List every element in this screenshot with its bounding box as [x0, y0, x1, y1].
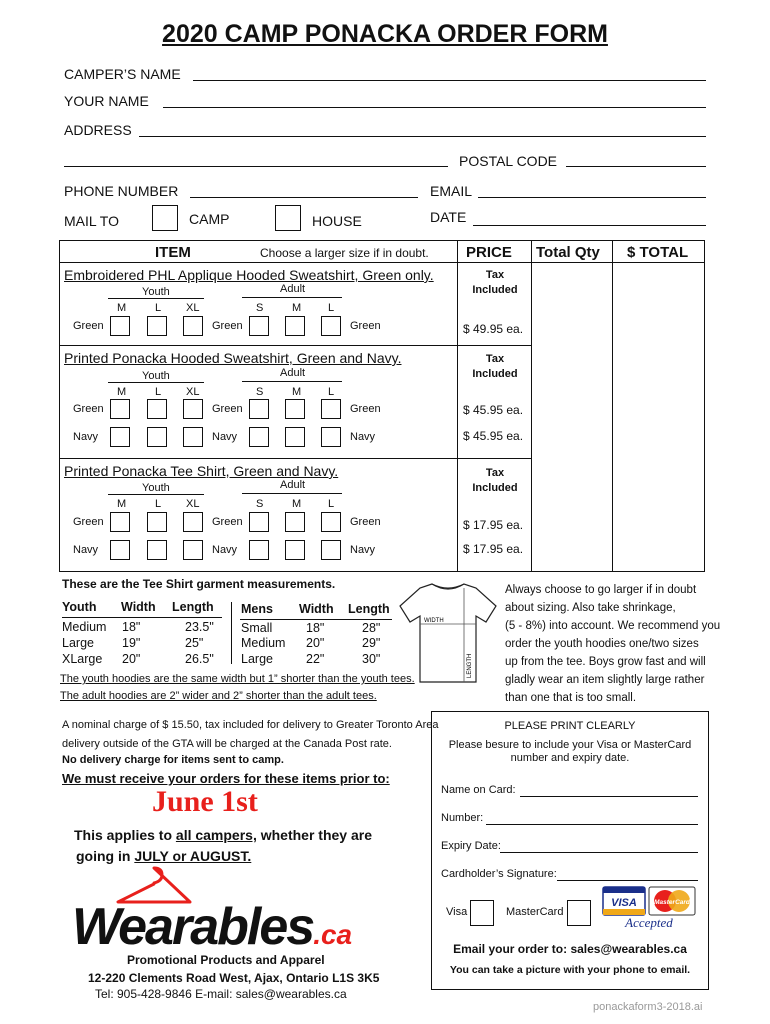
size-s: S — [256, 302, 264, 314]
col-divider-price — [531, 240, 532, 572]
applies-line-2 — [76, 848, 251, 864]
size-m: M — [117, 302, 127, 314]
file-name: ponackaform3-2018.ai — [593, 1001, 703, 1013]
width-label: WIDTH — [424, 618, 444, 624]
receive-orders: We must receive your orders for these items prior to: — [62, 771, 390, 786]
header-price: PRICE — [466, 244, 512, 261]
your-name-field[interactable] — [163, 107, 706, 108]
qty-box[interactable] — [285, 427, 305, 447]
mens-head-rule — [240, 619, 392, 620]
qty-box[interactable] — [110, 399, 130, 419]
advice-line: than one that is too small. — [505, 692, 637, 704]
accepted-text: Accepted — [625, 915, 673, 930]
navy-label: Navy — [73, 544, 99, 556]
item-2-price-navy: $ 45.95 ea. — [463, 429, 524, 443]
qty-box[interactable] — [147, 512, 167, 532]
row-divider-1 — [59, 345, 532, 346]
item-3-youth-label: Youth — [142, 482, 170, 494]
qty-box[interactable] — [285, 316, 305, 336]
postal-code-label: POSTAL CODE — [459, 153, 558, 169]
measurements-heading: These are the Tee Shirt garment measurements. — [62, 577, 336, 591]
brand-suffix: .ca — [313, 919, 353, 950]
green-label: Green — [212, 516, 243, 528]
green-label: Green — [73, 320, 104, 332]
your-name-label: YOUR NAME — [64, 93, 149, 109]
table-cell: 23.5" — [185, 620, 214, 634]
length-label: LENGTH — [467, 653, 473, 678]
table-cell: 18" — [122, 620, 141, 634]
visa-logo-text: VISA — [611, 897, 637, 909]
name-on-card-label: Name on Card: — [441, 784, 516, 796]
signature-field[interactable] — [557, 880, 698, 881]
visa-checkbox[interactable] — [470, 900, 494, 926]
size-m: M — [292, 386, 302, 398]
tax-label: Tax — [485, 467, 505, 479]
applies-text: going in — [76, 848, 135, 864]
name-on-card-field[interactable] — [520, 796, 698, 797]
size-xl: XL — [186, 498, 200, 510]
navy-label: Navy — [212, 544, 238, 556]
qty-box[interactable] — [321, 427, 341, 447]
tee-shirt-diagram — [396, 578, 500, 690]
house-checkbox[interactable] — [275, 205, 301, 231]
email-label: EMAIL — [430, 183, 473, 199]
advice-line: (5 - 8%) into account. We recommend you — [505, 620, 721, 632]
item-3-price-green: $ 17.95 ea. — [463, 518, 524, 532]
size-xl: XL — [186, 386, 200, 398]
qty-box[interactable] — [183, 316, 203, 336]
size-m: M — [117, 386, 127, 398]
size-xl: XL — [186, 302, 200, 314]
mastercard-logo-text: MasterCard — [654, 899, 690, 906]
card-number-field[interactable] — [486, 824, 698, 825]
green-label: Green — [212, 403, 243, 415]
header-total: $ TOTAL — [627, 244, 689, 261]
navy-label: Navy — [212, 431, 238, 443]
card-number-label: Number: — [441, 812, 484, 824]
applies-text: This applies to — [74, 827, 176, 843]
navy-label: Navy — [350, 544, 376, 556]
item-1-youth-label: Youth — [142, 286, 170, 298]
table-cell: 26.5" — [185, 652, 214, 666]
col-divider-qty — [612, 240, 613, 572]
item-3-adult-rule — [242, 493, 342, 494]
youth-head-rule — [62, 617, 222, 618]
table-header-divider — [59, 262, 705, 263]
size-l: L — [155, 302, 162, 314]
qty-box[interactable] — [183, 540, 203, 560]
size-s: S — [256, 498, 264, 510]
size-m: M — [292, 498, 302, 510]
table-cell: 29" — [362, 636, 381, 650]
advice-line: about sizing. Also take shrinkage, — [505, 602, 676, 614]
qty-box[interactable] — [249, 512, 269, 532]
company-address: 12-220 Clements Road West, Ajax, Ontario L1S 3K5 — [88, 971, 380, 985]
camp-checkbox[interactable] — [152, 205, 178, 231]
mens-col-size: Mens — [241, 602, 273, 616]
advice-line: Always choose to go larger if in doubt — [505, 584, 697, 596]
email-field[interactable] — [478, 197, 706, 198]
size-m: M — [117, 498, 127, 510]
delivery-line-2: delivery outside of the GTA will be charged at the Canada Post rate. — [62, 738, 392, 750]
table-cell: 28" — [362, 621, 381, 635]
green-label: Green — [350, 403, 381, 415]
size-l: L — [155, 498, 162, 510]
mens-col-length: Length — [348, 602, 390, 616]
header-choose: Choose a larger size if in doubt. — [260, 246, 429, 260]
company-contact: Tel: 905-428-9846 E-mail: sales@wearables.ca — [95, 987, 347, 1001]
delivery-line-3: No delivery charge for items sent to camp. — [62, 754, 284, 766]
youth-col-width: Width — [121, 600, 156, 614]
table-cell: 22" — [306, 652, 325, 666]
col-divider-item — [457, 240, 458, 572]
item-1-youth-rule — [108, 298, 204, 299]
qty-box[interactable] — [249, 540, 269, 560]
youth-col-size: Youth — [62, 600, 97, 614]
mail-to-label: MAIL TO — [64, 213, 119, 229]
mens-col-width: Width — [299, 602, 334, 616]
green-label: Green — [350, 320, 381, 332]
item-1-adult-rule — [242, 297, 342, 298]
advice-line: order the youth hoodies one/two sizes — [505, 638, 699, 650]
navy-label: Navy — [350, 431, 376, 443]
measure-divider — [231, 602, 232, 664]
applies-emphasis: JULY or AUGUST. — [134, 848, 252, 864]
qty-box[interactable] — [110, 512, 130, 532]
table-cell: 20" — [122, 652, 141, 666]
phone-field[interactable] — [190, 197, 418, 198]
item-2-tax — [460, 352, 530, 382]
table-cell: Medium — [241, 636, 286, 650]
date-label: DATE — [430, 209, 467, 225]
size-s: S — [256, 386, 264, 398]
qty-box[interactable] — [183, 427, 203, 447]
deadline-date: June 1st — [152, 785, 258, 818]
item-3-youth-rule — [108, 494, 204, 495]
qty-box[interactable] — [110, 316, 130, 336]
sizing-advice — [505, 581, 720, 707]
advice-line: gladly wear an item slightly large rather — [505, 674, 705, 686]
include-line-1: Please besure to include your Visa or MasterCard — [448, 739, 692, 751]
address-line-2-field[interactable] — [64, 166, 448, 167]
qty-box[interactable] — [285, 399, 305, 419]
item-3-name: Printed Ponacka Tee Shirt, Green and Navy. — [64, 463, 339, 479]
item-2-youth-rule — [108, 382, 204, 383]
qty-box[interactable] — [321, 540, 341, 560]
qty-box[interactable] — [249, 399, 269, 419]
email-order: Email your order to: sales@wearables.ca — [453, 942, 687, 956]
qty-box[interactable] — [147, 427, 167, 447]
size-l: L — [328, 386, 335, 398]
item-2-adult-rule — [242, 381, 342, 382]
signature-label: Cardholder’s Signature: — [441, 868, 557, 880]
take-picture: You can take a picture with your phone to email. — [449, 964, 691, 976]
size-l: L — [328, 302, 335, 314]
size-l: L — [328, 498, 335, 510]
advice-line: up from the tee. Boys grow fast and will — [505, 656, 706, 668]
qty-box[interactable] — [147, 399, 167, 419]
item-3-price-navy: $ 17.95 ea. — [463, 542, 524, 556]
table-cell: 19" — [122, 636, 141, 650]
youth-col-length: Length — [172, 600, 214, 614]
item-3-adult-label: Adult — [280, 479, 306, 491]
included-label: Included — [472, 284, 518, 296]
campers-name-field[interactable] — [193, 80, 706, 81]
item-2-youth-label: Youth — [142, 370, 170, 382]
qty-box[interactable] — [183, 399, 203, 419]
table-cell: 30" — [362, 652, 381, 666]
qty-box[interactable] — [321, 512, 341, 532]
visa-label: Visa — [446, 906, 468, 918]
table-cell: 25" — [185, 636, 204, 650]
tax-label: Tax — [485, 269, 505, 281]
qty-box[interactable] — [249, 316, 269, 336]
print-clearly: PLEASE PRINT CLEARLY — [504, 720, 636, 732]
item-1-name: Embroidered PHL Applique Hooded Sweatshirt, Green only. — [64, 267, 434, 283]
green-label: Green — [73, 403, 104, 415]
qty-box[interactable] — [147, 316, 167, 336]
youth-hoodie-note: The youth hoodies are the same width but 1” shorter than the youth tees. — [60, 673, 415, 685]
qty-box[interactable] — [285, 512, 305, 532]
applies-text: whether they are — [256, 827, 372, 843]
qty-box[interactable] — [321, 316, 341, 336]
row-divider-2 — [59, 458, 532, 459]
item-2-adult-label: Adult — [280, 367, 306, 379]
camp-label: CAMP — [189, 211, 230, 227]
mastercard-label: MasterCard — [506, 906, 564, 918]
qty-box[interactable] — [321, 399, 341, 419]
applies-line-1 — [74, 827, 372, 843]
adult-hoodie-note: The adult hoodies are 2” wider and 2” shorter than the adult tees. — [60, 690, 377, 702]
qty-box[interactable] — [249, 427, 269, 447]
size-m: M — [292, 302, 302, 314]
campers-name-label: CAMPER’S NAME — [64, 66, 181, 82]
mastercard-checkbox[interactable] — [567, 900, 591, 926]
item-1-price-green: $ 49.95 ea. — [463, 322, 524, 336]
brand-name: Wearables — [72, 898, 314, 956]
qty-box[interactable] — [110, 427, 130, 447]
navy-label: Navy — [73, 431, 99, 443]
item-2-name: Printed Ponacka Hooded Sweatshirt, Green and Navy. — [64, 350, 402, 366]
item-1-tax — [460, 268, 530, 298]
table-cell: Small — [241, 621, 273, 635]
qty-box[interactable] — [110, 540, 130, 560]
page-title: 2020 CAMP PONACKA ORDER FORM — [162, 20, 608, 48]
include-line-2: number and expiry date. — [510, 752, 630, 764]
qty-box[interactable] — [285, 540, 305, 560]
expiry-field[interactable] — [500, 852, 698, 853]
qty-box[interactable] — [147, 540, 167, 560]
wearables-logo — [72, 897, 352, 957]
table-cell: XLarge — [62, 652, 103, 666]
included-label: Included — [472, 482, 518, 494]
green-label: Green — [212, 320, 243, 332]
logo-tagline: Promotional Products and Apparel — [127, 953, 325, 967]
date-field[interactable] — [473, 225, 706, 226]
header-item: ITEM — [155, 244, 191, 261]
included-label: Included — [472, 368, 518, 380]
table-cell: Large — [241, 652, 273, 666]
phone-label: PHONE NUMBER — [64, 183, 179, 199]
address-label: ADDRESS — [64, 122, 132, 138]
qty-box[interactable] — [183, 512, 203, 532]
address-field[interactable] — [139, 136, 706, 137]
house-label: HOUSE — [312, 213, 362, 229]
table-cell: Large — [62, 636, 94, 650]
tax-label: Tax — [485, 353, 505, 365]
expiry-label: Expiry Date: — [441, 840, 501, 852]
delivery-line-1: A nominal charge of $ 15.50, tax included for delivery to Greater Toronto Area — [62, 719, 439, 731]
item-3-tax — [460, 466, 530, 496]
header-total-qty: Total Qty — [536, 244, 600, 261]
item-2-price-green: $ 45.95 ea. — [463, 403, 524, 417]
table-cell: 20" — [306, 636, 325, 650]
applies-emphasis: all campers, — [175, 827, 257, 843]
card-logos — [599, 885, 699, 933]
size-l: L — [155, 386, 162, 398]
postal-code-field[interactable] — [566, 166, 706, 167]
green-label: Green — [73, 516, 104, 528]
table-cell: Medium — [62, 620, 107, 634]
item-1-adult-label: Adult — [280, 283, 306, 295]
table-cell: 18" — [306, 621, 325, 635]
green-label: Green — [350, 516, 381, 528]
